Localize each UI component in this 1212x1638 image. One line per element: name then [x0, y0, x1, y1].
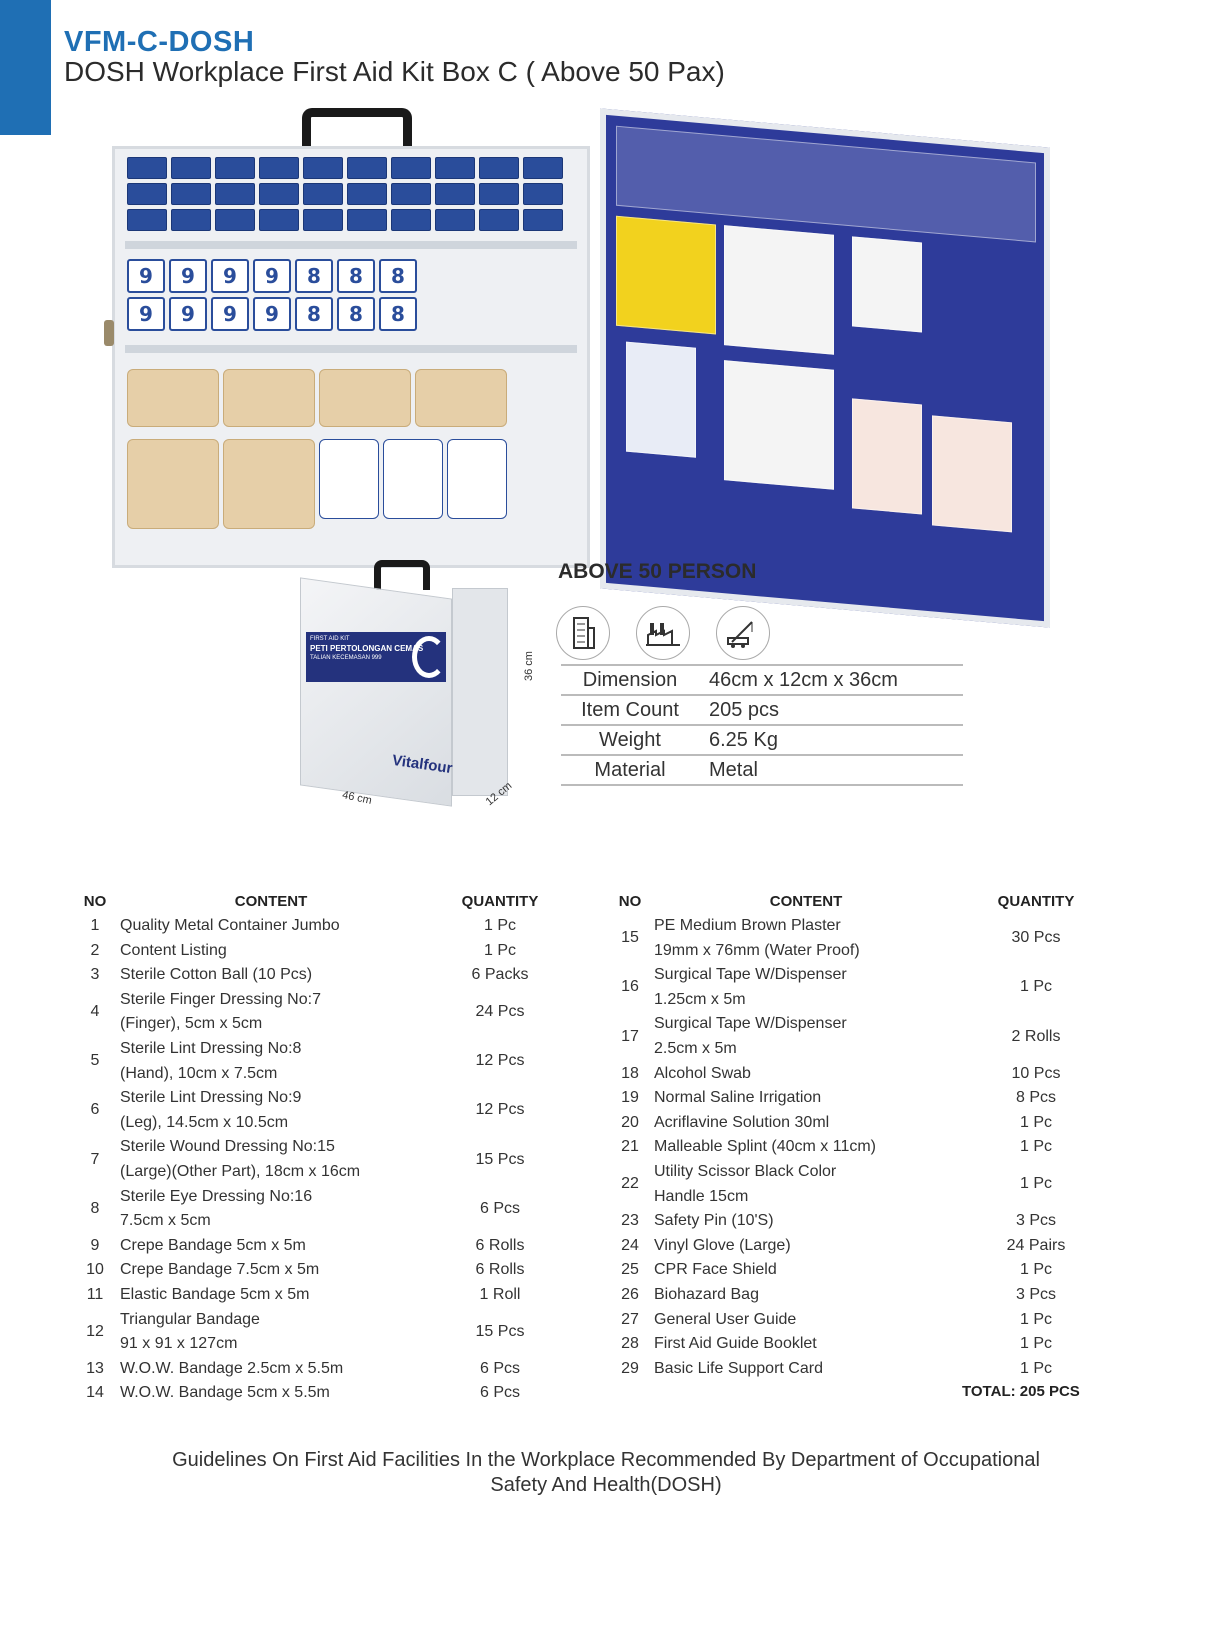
table-row: [610, 1160, 1110, 1209]
item-quantity: 10 Pcs: [1011, 1064, 1061, 1082]
table-row: [610, 1086, 1110, 1111]
item-number: 3: [90, 966, 100, 984]
total-count: TOTAL: 205 PCS: [962, 1383, 1080, 1400]
item-number: 1: [90, 917, 100, 934]
item-number: 20: [621, 1113, 639, 1131]
spec-label: Material: [561, 755, 699, 785]
item-number: 19: [621, 1089, 639, 1107]
item-content: [650, 1332, 962, 1357]
spec-value: Metal: [699, 755, 963, 785]
item-content: [650, 914, 962, 963]
item-content-line: (Hand), 10cm x 7.5cm: [120, 1064, 278, 1082]
crescent-logo-icon: [412, 636, 446, 678]
item-number: 26: [621, 1285, 639, 1303]
item-quantity: 6 Pcs: [479, 1359, 520, 1377]
spec-row: [561, 755, 963, 785]
table-row: [74, 939, 574, 964]
item-quantity: 1 Pc: [1019, 1261, 1052, 1279]
table-row: [610, 1135, 1110, 1160]
table-row: [74, 1234, 574, 1259]
col-no-header: NO: [83, 892, 107, 910]
item-content: [116, 1037, 426, 1086]
spec-row: [561, 665, 963, 695]
footer-note: [100, 1448, 1112, 1498]
table-row: [74, 1037, 574, 1086]
item-content: [116, 1308, 426, 1357]
item-content-line: Vinyl Glove (Large): [654, 1236, 791, 1254]
table-row: [610, 1283, 1110, 1308]
table-row: [74, 1381, 574, 1406]
table-row: [610, 1234, 1110, 1259]
item-number: 16: [621, 978, 639, 996]
item-quantity: 1 Pc: [1019, 1335, 1052, 1353]
item-number: 17: [621, 1027, 639, 1045]
footer-line: Guidelines On First Aid Facilities In the Workplace Recommended By Department of Occupational: [172, 1449, 1040, 1471]
item-content-line: 7.5cm x 5cm: [120, 1212, 211, 1230]
table-row: [610, 1332, 1110, 1357]
item-quantity: 12 Pcs: [475, 1101, 525, 1119]
item-content: [116, 1283, 426, 1308]
item-content-line: CPR Face Shield: [654, 1261, 777, 1279]
item-content-line: (Finger), 5cm x 5cm: [120, 1015, 263, 1033]
col-quantity-header: QUANTITY: [997, 892, 1075, 910]
depth-dimension-label: 12 cm: [483, 779, 515, 809]
table-row: [610, 1308, 1110, 1333]
item-number: 8: [90, 1199, 100, 1217]
item-number: 12: [86, 1322, 104, 1340]
spec-label: Weight: [561, 725, 699, 755]
middle-shelf-boxes: 9 9 9 9 8 8 8: [127, 259, 417, 293]
item-content-line: Elastic Bandage 5cm x 5m: [120, 1285, 310, 1303]
item-quantity: 24 Pcs: [475, 1003, 525, 1021]
item-quantity: 1 Pc: [1019, 1113, 1052, 1131]
bottom-shelf-bandages: [127, 369, 507, 427]
closed-kit-image: [300, 560, 550, 820]
item-quantity: 30 Pcs: [1011, 929, 1061, 947]
table-row: [74, 1185, 574, 1234]
item-content-line: Alcohol Swab: [654, 1064, 751, 1082]
item-quantity: 1 Pc: [1019, 1175, 1052, 1193]
item-number: 14: [86, 1384, 104, 1402]
item-number: 6: [90, 1101, 100, 1119]
item-content-line: Crepe Bandage 7.5cm x 5m: [120, 1261, 320, 1279]
item-content-line: Sterile Lint Dressing No:9: [120, 1089, 302, 1107]
item-content-line: PE Medium Brown Plaster: [654, 917, 841, 934]
item-number: 28: [621, 1335, 639, 1353]
item-content: [650, 1012, 962, 1061]
item-content-line: Content Listing: [120, 941, 227, 959]
table-row: [610, 1111, 1110, 1136]
item-quantity: 1 Pc: [1019, 1359, 1052, 1377]
item-number: 27: [621, 1310, 639, 1328]
construction-crane-icon: [716, 606, 770, 660]
table-row: [74, 1283, 574, 1308]
spec-label: Item Count: [561, 695, 699, 725]
table-row: [74, 988, 574, 1037]
item-quantity: 1 Pc: [1019, 1138, 1052, 1156]
col-quantity-header: QUANTITY: [461, 892, 539, 910]
item-content: [650, 1258, 962, 1283]
table-row: [74, 1258, 574, 1283]
item-content-line: Sterile Wound Dressing No:15: [120, 1138, 335, 1156]
item-quantity: 1 Pc: [483, 941, 516, 959]
item-number: 29: [621, 1359, 639, 1377]
item-number: 5: [90, 1052, 100, 1070]
item-content: [650, 1308, 962, 1333]
item-content-line: 91 x 91 x 127cm: [120, 1335, 238, 1353]
item-quantity: 12 Pcs: [475, 1052, 525, 1070]
item-number: 13: [86, 1359, 104, 1377]
cabinet-body: 9 9 9 9 8 8 8 9 9 9 9 8 8 8: [112, 146, 590, 568]
table-row: [610, 1258, 1110, 1283]
top-shelf-boxes: [127, 157, 563, 179]
table-header-row: [74, 888, 574, 914]
table-row: [74, 1135, 574, 1184]
item-quantity: 6 Packs: [471, 966, 529, 984]
item-quantity: 3 Pcs: [1015, 1212, 1056, 1230]
col-content-header: CONTENT: [234, 892, 308, 910]
item-content-line: Acriflavine Solution 30ml: [654, 1113, 830, 1131]
item-content-line: Surgical Tape W/Dispenser: [654, 966, 847, 984]
item-content-line: Crepe Bandage 5cm x 5m: [120, 1236, 306, 1254]
item-content-line: Basic Life Support Card: [654, 1359, 823, 1377]
contents-table-right: [610, 888, 1110, 1381]
spec-row: [561, 725, 963, 755]
item-quantity: 8 Pcs: [1015, 1089, 1056, 1107]
item-number: 22: [621, 1175, 639, 1193]
col-content-header: CONTENT: [769, 892, 843, 910]
item-content: [116, 1234, 426, 1259]
item-content: [650, 1111, 962, 1136]
item-quantity: 15 Pcs: [475, 1150, 525, 1168]
item-content-line: W.O.W. Bandage 5cm x 5.5m: [120, 1384, 330, 1402]
spec-value: 6.25 Kg: [699, 725, 963, 755]
item-content-line: Normal Saline Irrigation: [654, 1089, 822, 1107]
item-number: 15: [621, 929, 639, 947]
item-quantity: 15 Pcs: [475, 1322, 525, 1340]
item-number: 9: [90, 1236, 100, 1254]
item-content-line: 1.25cm x 5m: [654, 990, 746, 1008]
spec-table: [561, 664, 963, 786]
item-quantity: 6 Pcs: [479, 1199, 520, 1217]
closed-kit-side: [452, 588, 508, 796]
item-quantity: 3 Pcs: [1015, 1285, 1056, 1303]
item-content: [650, 1209, 962, 1234]
contents-table-left: [74, 888, 574, 1406]
cabinet-latch: [104, 320, 114, 346]
item-quantity: 24 Pairs: [1006, 1236, 1066, 1254]
table-row: [610, 1012, 1110, 1061]
item-content-line: (Large)(Other Part), 18cm x 16cm: [120, 1162, 361, 1180]
closed-kit-label: FIRST AID KIT PETI PERTOLONGAN CEMAS TALIAN KECEMASAN 999: [306, 632, 446, 682]
item-content-line: Quality Metal Container Jumbo: [120, 917, 340, 934]
table-row: [610, 914, 1110, 963]
item-content-line: Utility Scissor Black Color: [654, 1162, 837, 1180]
item-content-line: (Leg), 14.5cm x 10.5cm: [120, 1113, 289, 1131]
spec-row: [561, 695, 963, 725]
item-content: [650, 963, 962, 1012]
shelf: [125, 241, 577, 249]
item-number: 24: [621, 1236, 639, 1254]
table-header-row: [610, 888, 1110, 914]
item-content-line: Sterile Lint Dressing No:8: [120, 1039, 302, 1057]
item-content-line: General User Guide: [654, 1310, 797, 1328]
spec-label: Dimension: [561, 665, 699, 695]
table-row: [610, 1209, 1110, 1234]
item-number: 25: [621, 1261, 639, 1279]
width-dimension-label: 46 cm: [341, 789, 373, 807]
product-code: VFM-C-DOSH: [64, 26, 255, 58]
item-content: [650, 1062, 962, 1087]
item-content: [650, 1234, 962, 1259]
item-content: [650, 1086, 962, 1111]
item-quantity: 2 Rolls: [1011, 1027, 1061, 1045]
item-content-line: Safety Pin (10'S): [654, 1212, 774, 1230]
table-row: [610, 1357, 1110, 1382]
item-content: [116, 1357, 426, 1382]
item-content: [650, 1135, 962, 1160]
item-content: [116, 1135, 426, 1184]
closed-kit-handle: [374, 560, 430, 590]
item-number: 4: [90, 1003, 100, 1021]
factory-icon: [636, 606, 690, 660]
item-content: [116, 963, 426, 988]
item-quantity: 1 Pc: [1019, 978, 1052, 996]
item-content: [116, 988, 426, 1037]
item-quantity: 1 Pc: [483, 917, 516, 934]
item-content-line: Surgical Tape W/Dispenser: [654, 1015, 847, 1033]
workplace-icons: [556, 606, 770, 660]
item-content-line: W.O.W. Bandage 2.5cm x 5.5m: [120, 1359, 344, 1377]
item-number: 7: [90, 1150, 100, 1168]
item-content-line: Handle 15cm: [654, 1187, 749, 1205]
item-number: 11: [86, 1285, 104, 1303]
item-quantity: 1 Roll: [479, 1285, 521, 1303]
product-title: DOSH Workplace First Aid Kit Box C ( Above 50 Pax): [64, 56, 725, 87]
item-content-line: Malleable Splint (40cm x 11cm): [654, 1138, 877, 1156]
capacity-heading: ABOVE 50 PERSON: [558, 560, 757, 583]
height-dimension-label: 36 cm: [522, 651, 535, 681]
item-quantity: 6 Rolls: [475, 1236, 525, 1254]
cabinet-door: [600, 108, 1050, 627]
item-content-line: Sterile Finger Dressing No:7: [120, 990, 321, 1008]
table-row: [610, 963, 1110, 1012]
open-cabinet-image: [112, 108, 1062, 628]
col-no-header: NO: [618, 892, 642, 910]
item-content-line: 19mm x 76mm (Water Proof): [654, 941, 860, 959]
item-content-line: First Aid Guide Booklet: [654, 1335, 817, 1353]
item-number: 10: [86, 1261, 104, 1279]
item-content: [650, 1357, 962, 1382]
table-row: [74, 914, 574, 939]
header-accent-bar: [0, 0, 51, 135]
item-number: 23: [621, 1212, 639, 1230]
item-number: 18: [621, 1064, 639, 1082]
brand-logo: Vitalfour: [391, 751, 454, 778]
item-content: [116, 1086, 426, 1135]
item-quantity: 1 Pc: [1019, 1310, 1052, 1328]
table-row: [74, 1308, 574, 1357]
item-number: 21: [621, 1138, 639, 1156]
item-content: [116, 1185, 426, 1234]
item-content: [650, 1160, 962, 1209]
table-row: [74, 1086, 574, 1135]
item-content-line: Triangular Bandage: [120, 1310, 260, 1328]
item-quantity: 6 Pcs: [479, 1384, 520, 1402]
item-content: [116, 1381, 426, 1406]
item-content: [116, 1258, 426, 1283]
item-content: [116, 914, 426, 939]
footer-line: Safety And Health(DOSH): [490, 1474, 722, 1496]
item-content: [650, 1283, 962, 1308]
item-content-line: Biohazard Bag: [654, 1285, 759, 1303]
item-number: 2: [90, 941, 100, 959]
table-row: [610, 1062, 1110, 1087]
item-content-line: 2.5cm x 5m: [654, 1039, 737, 1057]
spec-value: 46cm x 12cm x 36cm: [699, 665, 963, 695]
spec-value: 205 pcs: [699, 695, 963, 725]
item-content-line: Sterile Cotton Ball (10 Pcs): [120, 966, 313, 984]
table-row: [74, 963, 574, 988]
item-content-line: Sterile Eye Dressing No:16: [120, 1187, 313, 1205]
table-row: [74, 1357, 574, 1382]
office-building-icon: [556, 606, 610, 660]
item-content: [116, 939, 426, 964]
item-quantity: 6 Rolls: [475, 1261, 525, 1279]
